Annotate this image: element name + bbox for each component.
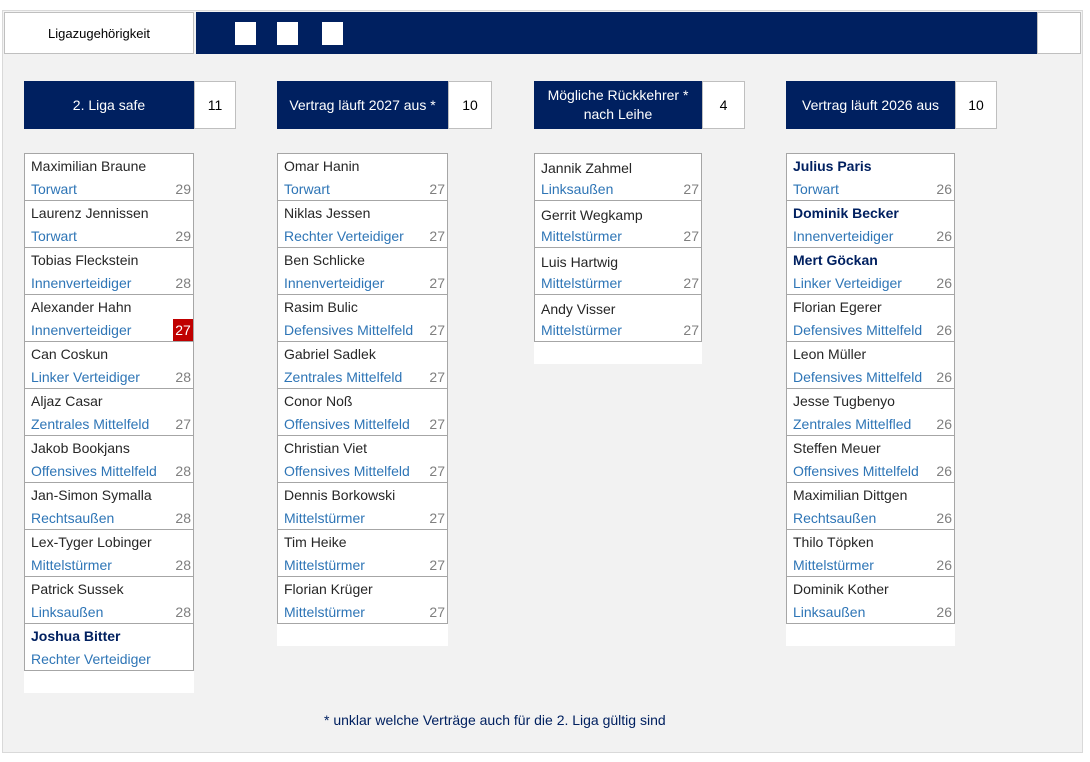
player-age: 26 [936,322,952,338]
player-age: 27 [429,557,445,573]
player-age: 28 [175,510,191,526]
filter-square-3[interactable] [322,22,343,45]
player-card[interactable] [24,576,194,624]
player-position: Mittelstürmer [284,604,365,620]
player-name: Mert Göckan [793,252,878,268]
player-position: Rechter Verteidiger [31,651,151,667]
player-card[interactable] [786,482,955,530]
player-name: Steffen Meuer [793,440,881,456]
player-age: 27 [429,463,445,479]
player-list [24,153,194,693]
player-card[interactable] [277,200,448,248]
player-card[interactable] [534,200,702,248]
player-age: 27 [429,181,445,197]
player-age: 26 [936,416,952,432]
player-name: Niklas Jessen [284,205,371,221]
player-name: Thilo Töpken [793,534,874,550]
player-age-highlight: 27 [173,319,193,341]
player-name: Lex-Tyger Lobinger [31,534,152,550]
player-position: Offensives Mittelfeld [31,463,157,479]
player-card[interactable] [277,341,448,389]
player-card[interactable] [786,200,955,248]
player-age: 27 [175,416,191,432]
player-position: Torwart [793,181,839,197]
list-spacer [277,624,448,646]
player-position: Zentrales Mittelfled [793,416,912,432]
player-name: Dennis Borkowski [284,487,396,503]
player-name: Laurenz Jennissen [31,205,149,221]
player-card[interactable] [277,153,448,201]
player-name: Christian Viet [284,440,368,456]
player-card[interactable] [277,247,448,295]
player-position: Mittelstürmer [31,557,112,573]
player-age: 26 [936,228,952,244]
player-name: Rasim Bulic [284,299,358,315]
player-name: Gabriel Sadlek [284,346,376,362]
player-position: Defensives Mittelfeld [793,322,923,338]
player-list [786,153,955,646]
player-card[interactable] [277,576,448,624]
player-card[interactable] [24,623,194,671]
player-card[interactable] [534,247,702,295]
player-age: 26 [936,463,952,479]
player-position: Mittelstürmer [284,510,365,526]
column-header: 2. Liga safe [24,81,194,129]
player-position: Offensives Mittelfeld [284,463,410,479]
player-position: Mittelstürmer [793,557,874,573]
player-name: Ben Schlicke [284,252,365,268]
player-age: 27 [429,322,445,338]
player-name: Aljaz Casar [31,393,103,409]
player-card[interactable] [786,576,955,624]
player-age: 27 [683,228,699,244]
player-position: Zentrales Mittelfeld [31,416,150,432]
player-age: 27 [429,604,445,620]
player-card[interactable] [786,247,955,295]
player-card[interactable] [24,482,194,530]
player-card[interactable] [534,153,702,201]
column-header: Mögliche Rückkehrer * nach Leihe [534,81,702,129]
top-header-bar [196,12,1037,54]
player-age: 28 [175,463,191,479]
player-list [277,153,448,646]
player-position: Mittelstürmer [541,322,622,338]
player-position: Linksaußen [31,604,104,620]
player-name: Dominik Kother [793,581,889,597]
player-card[interactable] [24,247,194,295]
player-card[interactable] [24,341,194,389]
player-age: 27 [429,369,445,385]
player-name: Jan-Simon Symalla [31,487,152,503]
top-bar-end-cell [1037,12,1081,54]
player-position: Mittelstürmer [541,275,622,291]
player-age: 27 [429,510,445,526]
list-spacer [786,624,955,646]
player-age: 26 [936,557,952,573]
player-name: Alexander Hahn [31,299,132,315]
player-name: Conor Noß [284,393,353,409]
player-card[interactable] [24,388,194,436]
player-age: 29 [175,228,191,244]
column-count: 10 [448,81,492,129]
player-age: 26 [936,510,952,526]
column-count: 10 [955,81,997,129]
player-card[interactable] [24,294,194,342]
player-name: Omar Hanin [284,158,360,174]
column-count: 11 [194,81,236,129]
player-name: Leon Müller [793,346,867,362]
player-card[interactable] [277,482,448,530]
player-position: Rechtsaußen [793,510,877,526]
player-name: Joshua Bitter [31,628,121,644]
player-card[interactable] [534,294,702,342]
player-name: Gerrit Wegkamp [541,207,643,223]
player-position: Defensives Mittelfeld [284,322,414,338]
list-spacer [534,342,702,364]
player-name: Patrick Sussek [31,581,124,597]
player-card[interactable] [786,153,955,201]
player-age: 29 [175,181,191,197]
player-card[interactable] [277,388,448,436]
player-name: Florian Krüger [284,581,373,597]
player-position: Linker Verteidiger [793,275,902,291]
filter-square-1[interactable] [235,22,256,45]
player-card[interactable] [277,435,448,483]
player-age: 26 [936,181,952,197]
player-position: Defensives Mittelfeld [793,369,923,385]
player-name: Tobias Fleckstein [31,252,139,268]
league-affiliation-label: Ligazugehörigkeit [4,12,194,54]
player-card[interactable] [24,529,194,577]
player-name: Dominik Becker [793,205,899,221]
column-count: 4 [702,81,745,129]
player-position: Rechter Verteidiger [284,228,404,244]
player-age: 27 [683,181,699,197]
player-name: Luis Hartwig [541,254,619,270]
player-age: 28 [175,557,191,573]
column-header: Vertrag läuft 2026 aus [786,81,955,129]
list-spacer [24,671,194,693]
player-name: Julius Paris [793,158,872,174]
player-age: 26 [936,604,952,620]
footnote: * unklar welche Verträge auch für die 2. Liga gültig sind [324,712,666,728]
player-position: Linksaußen [541,181,614,197]
player-position: Offensives Mittelfeld [284,416,410,432]
player-age: 26 [936,369,952,385]
player-name: Can Coskun [31,346,109,362]
player-name: Tim Heike [284,534,347,550]
player-position: Zentrales Mittelfeld [284,369,403,385]
filter-square-2[interactable] [277,22,298,45]
player-card[interactable] [786,388,955,436]
player-position: Innenverteidiger [31,275,132,291]
player-age: 27 [683,322,699,338]
player-position: Torwart [284,181,330,197]
player-position: Offensives Mittelfeld [793,463,919,479]
player-position: Mittelstürmer [541,228,622,244]
player-name: Maximilian Braune [31,158,147,174]
player-card[interactable] [786,529,955,577]
player-position: Rechtsaußen [31,510,115,526]
player-age: 28 [175,369,191,385]
player-age: 27 [429,275,445,291]
player-position: Torwart [31,228,77,244]
player-card[interactable] [786,294,955,342]
column-header: Vertrag läuft 2027 aus * [277,81,448,129]
player-position: Innenverteidiger [793,228,894,244]
player-name: Jesse Tugbenyo [793,393,895,409]
player-card[interactable] [24,200,194,248]
player-age: 27 [683,275,699,291]
player-name: Maximilian Dittgen [793,487,908,503]
player-position: Innenverteidiger [31,322,132,338]
player-age: 26 [936,275,952,291]
player-name: Andy Visser [541,301,616,317]
player-name: Jannik Zahmel [541,160,633,176]
player-position: Linksaußen [793,604,866,620]
player-age: 28 [175,604,191,620]
player-card[interactable] [24,435,194,483]
player-position: Innenverteidiger [284,275,385,291]
player-age: 27 [429,416,445,432]
player-position: Torwart [31,181,77,197]
player-list [534,153,702,364]
player-name: Florian Egerer [793,299,882,315]
player-card[interactable] [786,435,955,483]
player-position: Linker Verteidiger [31,369,140,385]
player-card[interactable] [24,153,194,201]
player-age: 28 [175,275,191,291]
player-card[interactable] [277,294,448,342]
player-name: Jakob Bookjans [31,440,130,456]
player-card[interactable] [786,341,955,389]
player-card[interactable] [277,529,448,577]
player-position: Mittelstürmer [284,557,365,573]
player-age: 27 [429,228,445,244]
